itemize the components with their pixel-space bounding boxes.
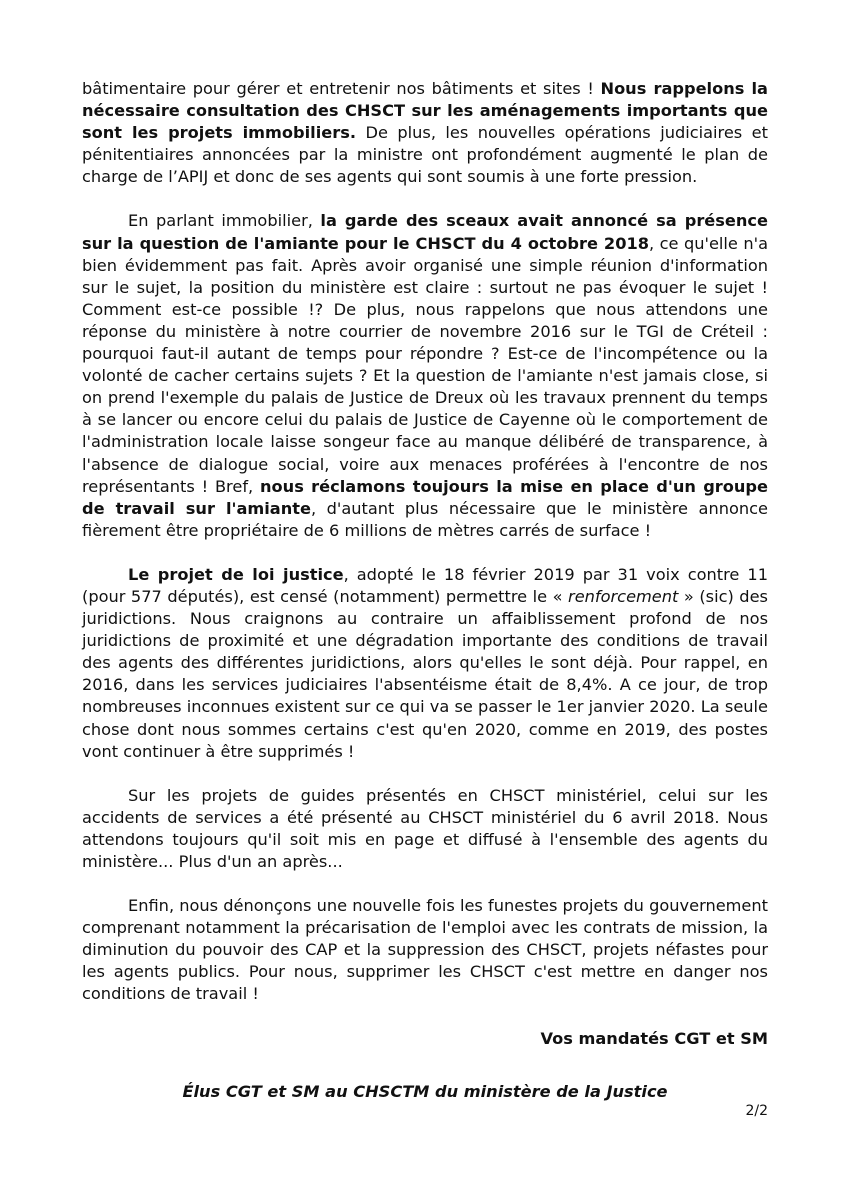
paragraph-amiante [82,210,768,541]
text-run: bâtimentaire pour gérer et entretenir nos bâtiments et sites ! [82,79,601,98]
bold-run: la garde des sceaux avait annoncé sa présence sur la question de l'amiante pour le CHSCT du 4 octobre 2018 [82,211,768,253]
text-run: De plus, les nouvelles opérations judiciaires et pénitentiaires annoncées par la ministre ont profondément augmenté le plan de charge de l’APIJ et donc de ses agents qui sont soumis à une forte pression. [82,123,768,187]
italic-run: renforcement [568,586,679,606]
text-run: , ce qu'elle n'a bien évidemment pas fait. Après avoir organisé une simple réunion d'information sur le sujet, la position du ministère est claire : surtout ne pas évoquer le sujet ! Comment est-ce possible !? De plus, nous rappelons que nous attendons une réponse du ministère à notre courrier de novembre 2016 sur le TGI de Créteil : pourquoi faut-il autant de temps pour répondre ? Est-ce de l'incompétence ou la volonté de cacher certains sujets ? Et la question de l'amiante n'est jamais close, si on prend l'exemple du palais de Justice de Dreux où les travaux prennent du temps à se lancer ou encore celui du palais de Justice de Cayenne où le comportement de l'administration locale laisse songeur face au manque délibéré de transparence, à l'absence de dialogue social, voire aux menaces proférées à l'encontre de nos représentants ! Bref, [82,233,769,496]
signature: Vos mandatés CGT et SM [540,1028,768,1048]
bold-run: Le projet de loi justice [128,564,344,584]
text-run: En parlant immobilier, [128,211,321,231]
document-body [82,78,768,1072]
bold-run: nous réclamons toujours la mise en place d'un groupe de travail sur l'amiante [82,476,768,518]
text-run: , d'autant plus nécessaire que le ministère annonce fièrement être propriétaire de 6 millions de mètres carrés de surface ! [82,498,768,540]
paragraph-guides: Sur les projets de guides présentés en CHSCT ministériel, celui sur les accidents de services a été présenté au CHSCT ministériel du 6 avril 2018. Nous attendons toujours qu'il soit mis en page et diffusé à l'ensemble des agents du ministère... Plus d'un an après... [82,785,768,871]
text-run: » (sic) des juridictions. Nous craignons au contraire un affaiblissement profond de nos juridictions de proximité et une dégradation importante des conditions de travail des agents des différentes juridictions, alors qu'elles le sont déjà. Pour rappel, en 2016, dans les services judiciaires l'absentéisme était de 8,4%. A ce jour, de trop nombreuses inconnues existent sur ce qui va se passer le 1er janvier 2020. La seule chose dont nous sommes certains c'est qu'en 2020, comme en 2019, des postes vont continuer à être supprimés ! [82,586,768,761]
paragraph-enfin: Enfin, nous dénonçons une nouvelle fois les funestes projets du gouvernement comprenant notamment la précarisation de l'emploi avec les contrats de mission, la diminution du pouvoir des CAP et la suppression des CHSCT, projets néfastes pour les agents publics. Pour nous, supprimer les CHSCT c'est mettre en danger nos conditions de travail ! [82,896,768,1004]
page-number: 2/2 [745,1103,768,1119]
bold-run: Nous rappelons la nécessaire consultation des CHSCT sur les aménagements importants que sont les projets immobiliers. [82,79,768,143]
text-run: , adopté le 18 février 2019 par 31 voix contre 11 (pour 577 députés), est censé (notamment) permettre le « [82,564,768,606]
paragraph-immobilier [82,78,768,188]
footer-title: Élus CGT et SM au CHSCTM du ministère de la Justice [182,1082,668,1101]
paragraph-projet-loi [82,564,768,763]
